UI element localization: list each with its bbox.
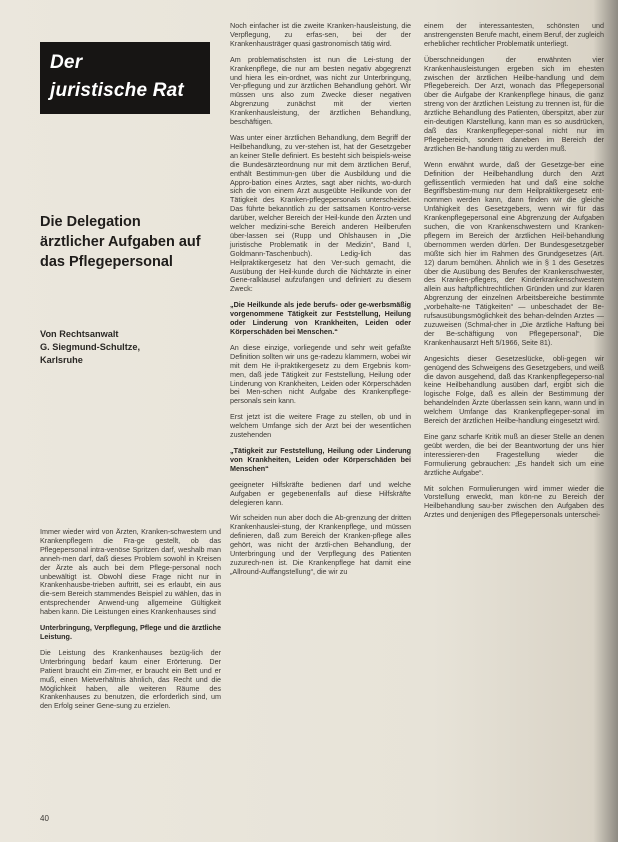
paragraph: einem der interessantesten, schönsten und anstrengensten Berufe macht, einem Beruf, der zugleich erheblicher rechtlicher Problematik unterliegt. xyxy=(424,21,604,48)
paragraph: Noch einfacher ist die zweite Kranken-hausleistung, die Verpflegung, zu erfas-sen, bei der der Krankenhausträger quasi gastronomisch tätig wird. xyxy=(230,21,411,48)
paragraph: geeigneter Hilfskräfte bedienen darf und welche Aufgaben er gegebenenfalls auf diese Hilfskräfte delegieren kann. xyxy=(230,479,411,507)
paragraph: Angesichts dieser Gesetzeslücke, obli-gegen wir genügend des Schweigens des Gesetzgebers, und weiß die davon ausgehend, daß das Krankenpflegeperso-nal keine Heilbehandlung ausüben darf, ergibt sich die logische Folge, daß es allein der Bestimmung der behandelnden Ärzte überlassen sein kann, wann und in welchem Umfange das Krankenpflegeper-sonal im Bereich der ärztlichen Heilbe-handlung eingesetzt wird. xyxy=(424,353,604,426)
paragraph: Wir scheiden nun aber doch die Ab-grenzung der dritten Krankenhauslei-stung, der Krankenpflege, und müssen definieren, daß zum Bereich der Kranken-pflege alles gehört, was nicht der ärztli-chen Behandlung, der Unterbringung und der Verpflegung des Patienten zuzurech-nen ist. Die Krankenpflege hat damit eine „Allround-Auffangstellung“, die wir zu xyxy=(230,513,411,576)
paragraph: Was unter einer ärztlichen Behandlung, dem Begriff der Heilbehandlung, zu ver-stehen ist, hat der Gesetzgeber an keiner Stelle definiert. Es besteht sich beispiels-weise die Bundesärzteordnung nur mit dem ärztlichen Beruf, enthält Bestimmun-gen über die Ausbildung und die Appro-bation eines Arztes, sagt aber nichts, wo-durch sich die von einem Arzt ausgeübte Heilkunde von der Tätigkeit des Kranken-pflegepersonals unterscheidet. Das führte bekanntlich zu der sattsamen Kontro-verse darüber, welcher Bereich der Heil-kunde den Ärzten und welcher medizini-sche Bereich anderen Heilberufen über-lassen sei (Rupp und Ohlshausen in „Die juristische Problematik in der Medizin“, Band I, Goldmann-Taschenbuch). Ledig-lich das Heilpraktikergesetz hat den Ver-such gemacht, die Ausübung der Heil-kunde durch die Nichtärzte in einer Gene-ralklausel aufzufangen und definiert zu diesem Zweck: xyxy=(230,132,411,294)
paragraph-subheading: Unterbringung, Verpflegung, Pflege und die ärztliche Leistung. xyxy=(40,623,221,641)
paragraph: Eine ganz scharfe Kritik muß an dieser Stelle an denen geübt werden, die bei der Beantwortung der uns hier interessieren-den Fragestellung wieder die Formulierung gebrauchen: „Es handelt sich um eine ärztliche Aufgabe“. xyxy=(424,431,604,477)
paragraph: Immer wieder wird von Ärzten, Kranken-schwestern und Krankenpflegern die Fra-ge gestellt, ob das Pflegepersonal intra-venöse Spritzen darf, weshalb man anneh-men darf, daß dieses Problem sowohl in Kreisen der Ärzte als auch bei dem Pflege-personal noch unbewältigt ist. Obwohl diese Frage nicht nur in Krankenhausbe-trieben auftritt, sei es erlaubt, ein aus die-sem Bereich stammendes Beispiel zu wählen, das in entsprechender Anwend-ung allgemeine Gültigkeit haben kann. Die Leistungen eines Krankenhauses sind xyxy=(40,527,221,617)
author-line: Karlsruhe xyxy=(40,355,83,365)
author-line: Von Rechtsanwalt xyxy=(40,329,119,339)
article-title-line: ärztlicher Aufgaben auf xyxy=(40,234,201,250)
author-line: G. Siegmund-Schultze, xyxy=(40,342,141,352)
author-byline xyxy=(40,328,140,367)
paragraph: Am problematischsten ist nun die Lei-stung der Krankenpflege, die nur am besten negativ abgegrenzt und hiera les ein-ordnet, was nicht zur Unterbringung, Ver-pflegung und zur ärztlichen Behandlung gehört. Wir müssen uns also zum Zwecke dieser negativen Abgrenzung zunächst mit der vierten Krankenhausleistung, der ärztlichen Behandlung, beschäftigen. xyxy=(230,54,411,127)
article-title-line: das Pflegepersonal xyxy=(40,254,173,270)
paragraph: Überschneidungen der erwähnten vier Krankenhausleistungen ergeben sich im ehesten zwischen der ärztlichen Heilbe-handlung und dem Pflegebereich. Der Arzt, wonach das Pflegepersonal über die Aufgabe der Krankenpflege hinaus, die ganz streng von der ärztlichen Leistung zu trennen ist, für die ärztliche Behandlung des Patienten, überspitzt, aber zur ein-deutigen Klarstellung, kann man es so ausdrücken, daß das Krankenpflegeper-sonal nicht nur im Pflegebereich, sondern daneben im Bereich der ärztlichen Be-handlung tätig zu werden muß. xyxy=(424,54,604,153)
article-title xyxy=(40,212,226,272)
paragraph-quote: „Tätigkeit zur Feststellung, Heilung oder Linderung von Krankheiten, Leiden oder Körperschäden bei Menschen“ xyxy=(230,445,411,473)
text-column-1 xyxy=(40,528,221,718)
paragraph: Die Leistung des Krankenhauses bezüg-lich der Unterbringung bedarf kaum einer Erörterung. Der Patient braucht ein Zim-mer, er braucht ein Bett und er muß, einen Mietverhältnis ähnlich, das Recht und die Möglichkeit haben, alle weiteren Räume des Krankenhauses zu benutzen, die erforderlich sind, um den Erfolg seiner Gene-sung zu erzielen. xyxy=(40,647,221,711)
paragraph: Wenn erwähnt wurde, daß der Gesetzge-ber eine Definition der Heilbehandlung durch den Arzt geflissentlich vermieden hat und daß eine solche Begriffsbestim-mung nur dem Heilpraktikergesetz ent-nommen werden kann, dann finden wir die gleiche Unfähigkeit des Gesetzgebers, wenn wir für das Krankenpflegepersonal eine Abgrenzung der Aufgaben suchen, die von Krankenschwestern und Kranken-pflegern im Bereich der ärztlichen Heil-behandlung übernommen werden dürfen. Der Bundesgesetzgeber müßte sich hier im Rahmen des Grundgesetzes (Art. 12) darum bemühen. Ähnlich wie in § 1 des Gesetzes über die Ausübung des Berufes der Krankenschwester, des Kranken-pflegers, der Kinderkrankenschwestern allein aus haftpflichtrechtlichen Gründen und zur klaren Abgrenzung der einzelnen Arbeitsbereiche bestimmte „vorbehalte-ne Tätigkeiten“ — unbeschadet der Be-rufsausübungsmöglichkeit des behan-delnden Arztes — zuzuweisen (Schmal-cher in „Die ärztliche Haftung bei der Be-schäftigung von Pflegepersonal“, Die Krankenhausarzt Heft 5/1966, Seite 81). xyxy=(424,159,604,347)
paragraph: Erst jetzt ist die weitere Frage zu stellen, ob und in welchem Umfange sich der Arzt bei der wesentlichen zustehenden xyxy=(230,412,411,440)
section-title-box xyxy=(40,42,210,114)
article-title-line: Die Delegation xyxy=(40,214,141,230)
page-number: 40 xyxy=(40,814,49,823)
text-column-3 xyxy=(424,22,604,527)
section-title-line2: juristische Rat xyxy=(50,80,184,101)
paragraph-quote: „Die Heilkunde als jede berufs- oder ge-werbsmäßig vorgenommene Tätigkeit zur Feststellung, Heilung oder Linderung von Krankheiten, Leiden oder Körperschäden bei Menschen.“ xyxy=(230,300,411,336)
text-column-2 xyxy=(230,22,411,584)
paragraph: An diese einzige, vorliegende und sehr weit gefaßte Definition sollten wir uns ge-radezu klammern, wobei wir mit dem He il-praktikergesetz zu dem Ergebnis kom-men, daß jede Tätigkeit zur Feststellung, Heilung oder Linderung von Krankheiten, Leiden oder Körperschäden bei Men-schen nicht Aufgabe des Krankenpflege-personals sein kann. xyxy=(230,342,411,406)
section-title-line1: Der xyxy=(50,52,83,73)
paragraph: Mit solchen Formulierungen wird immer wieder die Vorstellung erweckt, man kön-ne zu Bereich der Heilbehandlung sau-ber zwischen den Aufgaben des Arztes und denjenigen des Pflegepersonals unterschei- xyxy=(424,483,604,520)
